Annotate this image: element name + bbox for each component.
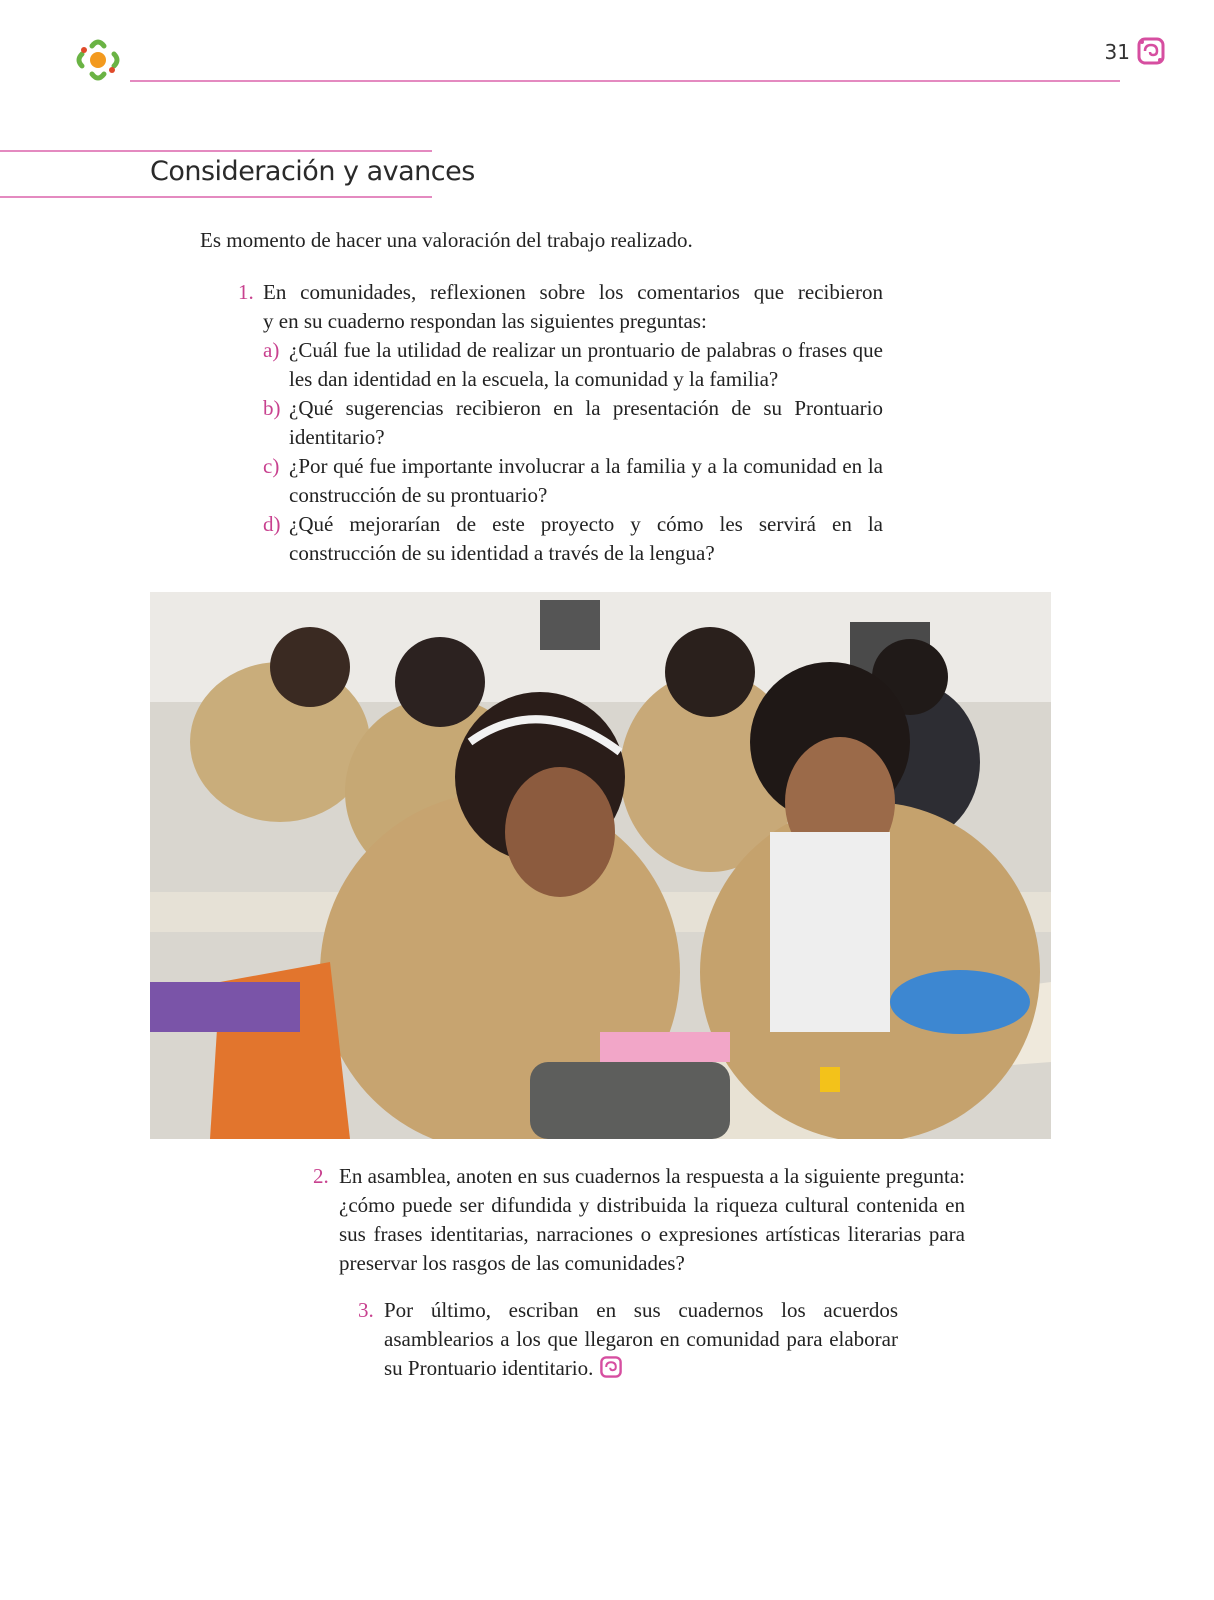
question-b: b) ¿Qué sugerencias recibieron en la presentación de su Prontuario identitario? [263, 396, 883, 449]
item1-number: 1. [238, 280, 254, 304]
item2: 2. En asamblea, anoten en sus cuadernos la respuesta a la siguiente pregunta: ¿cómo puede ser difundida y distribuida la riqueza cultural contenida en sus frases identitarias, narraciones o expresiones artísticas literarias para preservar los rasgos de las comunidades? [313, 1164, 965, 1275]
item3-text: Por último, escriban en sus cuadernos los acuerdos asamblearios a los que llegaron en comunidad para elaborar su Prontuario identitario. [384, 1298, 898, 1380]
colored-dots-logo-icon [70, 32, 126, 88]
section-title: Consideración y avances [150, 156, 475, 187]
item1-line1: En comunidades, reflexionen sobre los comentarios que recibieron [263, 280, 883, 304]
intro-paragraph: Es momento de hacer una valoración del trabajo realizado. [200, 228, 693, 252]
classroom-photo [150, 592, 1051, 1139]
page-number: 31 [1104, 40, 1130, 64]
question-a: a) ¿Cuál fue la utilidad de realizar un prontuario de palabras o frases que les dan identidad en la escuela, la comunidad y la familia? [263, 338, 883, 391]
item1-line2: y en su cuaderno respondan las siguientes preguntas: [263, 309, 707, 333]
header-rule [130, 80, 1120, 82]
section-rule-bottom [0, 196, 432, 198]
question-d: d) ¿Qué mejorarían de este proyecto y cómo les servirá en la construcción de su identidad a través de la lengua? [263, 512, 883, 565]
item3: 3. Por último, escriban en sus cuadernos los acuerdos asamblearios a los que llegaron en comunidad para elaborar su Prontuario identitario. [358, 1298, 898, 1380]
section-rule-top [0, 150, 432, 152]
pink-swirl-glyph-icon [599, 1355, 623, 1379]
question-c: c) ¿Por qué fue importante involucrar a la familia y a la comunidad en la construcción de su prontuario? [263, 454, 883, 507]
pink-swirl-glyph-icon [1136, 36, 1166, 66]
